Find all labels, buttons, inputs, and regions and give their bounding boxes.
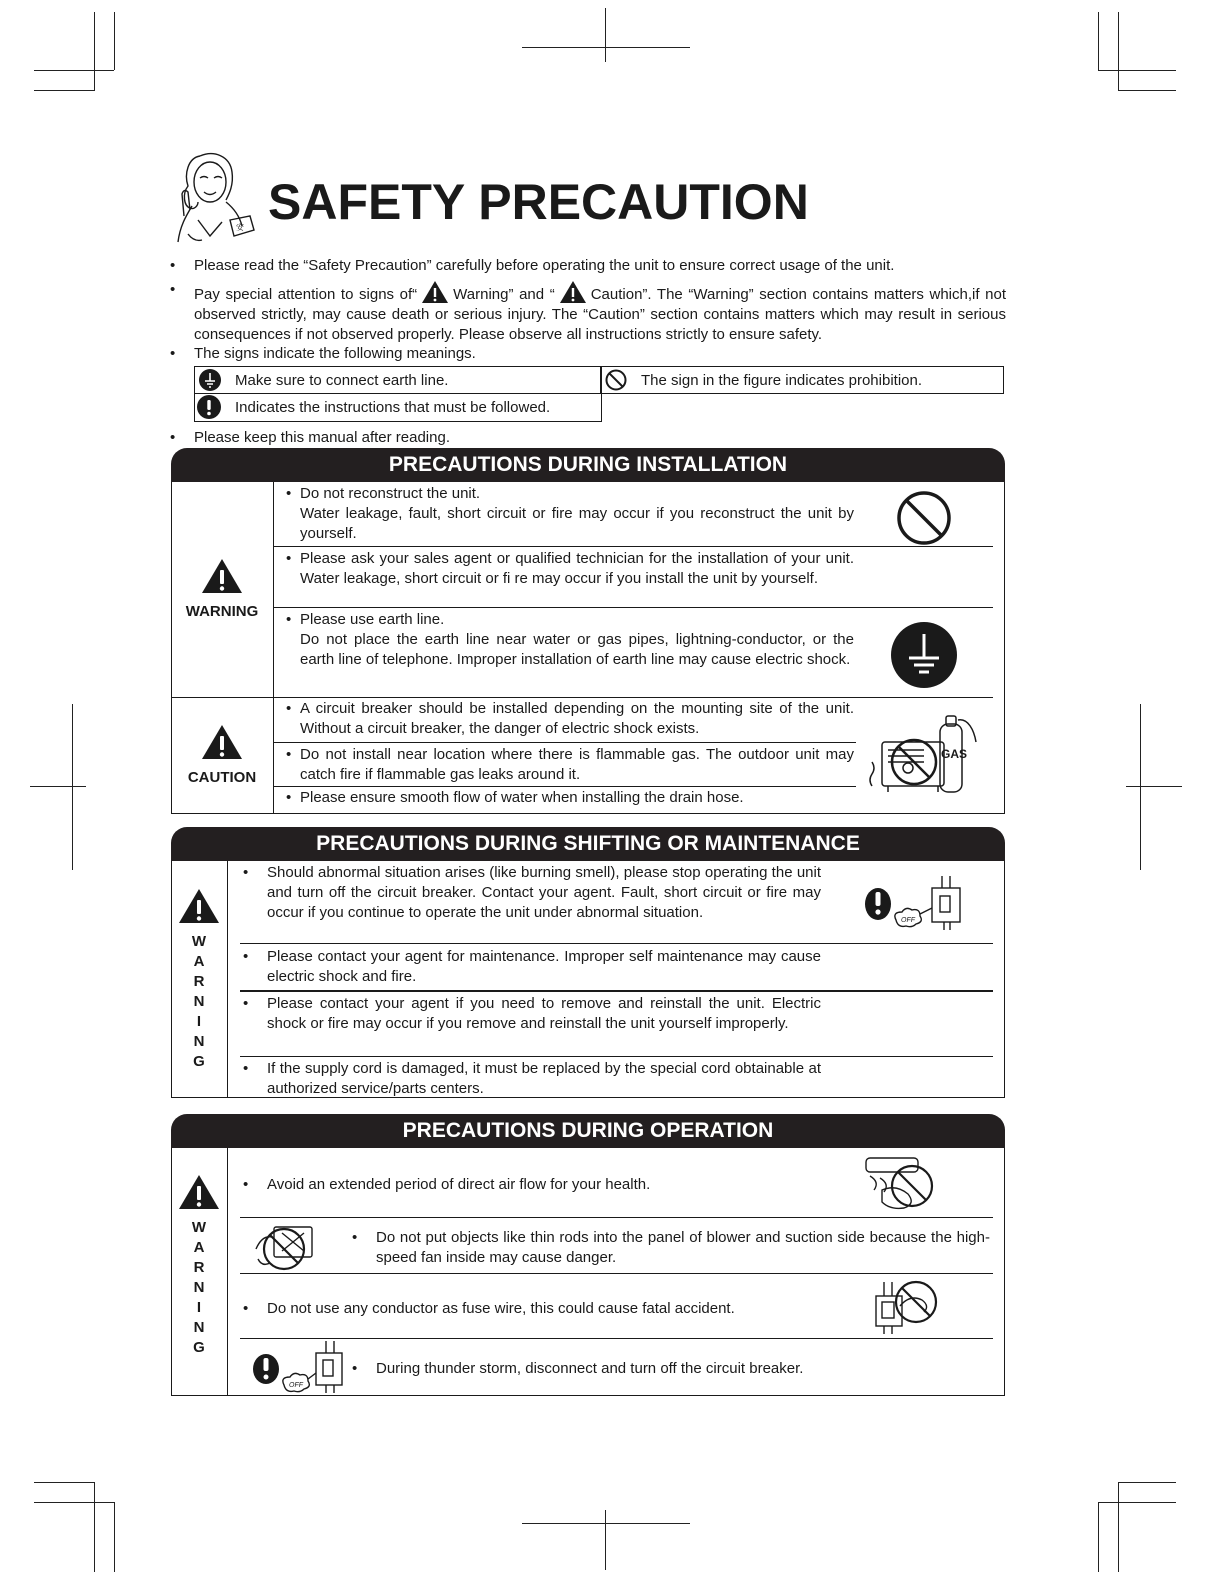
operation-header: PRECAUTIONS DURING OPERATION: [171, 1114, 1005, 1148]
op-item-fuse-wire: • Do not use any conductor as fuse wire, this could cause fatal accident.: [243, 1300, 735, 1317]
shift-item-supply-cord: • If the supply cord is damaged, it must be replaced by the special cord obtainable at authorized service/parts centers.: [243, 1060, 821, 1097]
off-label: OFF: [289, 1382, 303, 1389]
page-title: SAFETY PRECAUTION: [268, 174, 809, 230]
sign-prohibit-row: [600, 366, 1004, 394]
caution-triangle-icon: [559, 280, 587, 304]
prohibition-sign-icon: [896, 490, 952, 546]
warning-triangle-icon: [201, 558, 243, 594]
off-label: OFF: [901, 917, 915, 924]
installation-warning-label: WARNING: [185, 603, 259, 620]
install-item-flammable-gas: • Do not install near location where there is flammable gas. The outdoor unit may catch fire if flammable gas leaks around it.: [286, 746, 854, 783]
breaker-off-illustration: [862, 874, 968, 932]
mandatory-sign-icon: [197, 395, 221, 419]
gas-outdoor-unit-illustration: [868, 712, 982, 804]
caution-triangle-icon: [201, 724, 243, 760]
thunder-breaker-off-illustration: [250, 1341, 350, 1393]
intro-read-note: • Please read the “Safety Precaution” carefully before operating the unit to ensure correct usage of the unit.: [170, 257, 895, 274]
operation-warning-vertical-label: W A R N I N G: [191, 1219, 207, 1356]
install-item-earth-line: • Please use earth line. Do not place the earth line near water or gas pipes, lightning-conductor, or the earth line of telephone. Improper installation of earth line may cause electric shock.: [286, 611, 854, 668]
intro-signs-note: • Pay special attention to signs of“ Warning” and “ Caution”. The “Warning” section contains matters which,if not observed strictly, may cause death or serious injury. The “Caution” section contains matters which may result in serious consequences if not observed properly. Please observe all instructions strictly to ensure safety.: [170, 281, 1006, 343]
shift-item-abnormal: • Should abnormal situation arises (like burning smell), please stop operating the unit and turn off the circuit breaker. Contact your agent. Fault, short circuit or fire may occur if you continue to operate the unit under abnormal situation.: [243, 864, 821, 921]
lady-mascot-illustration: [170, 146, 256, 246]
shifting-warning-vertical-label: W A R N I N G: [191, 933, 207, 1070]
sign-must-text: Indicates the instructions that must be followed.: [235, 398, 551, 416]
installation-caution-label: CAUTION: [187, 769, 257, 786]
svg-text:安: 安: [236, 223, 244, 232]
warning-triangle-icon: [421, 280, 449, 304]
rod-fan-prohibited-illustration: [252, 1219, 320, 1271]
air-flow-prohibited-illustration: [862, 1154, 942, 1212]
install-item-reconstruct: • Do not reconstruct the unit. Water leakage, fault, short circuit or fire may occur if you reconstruct the unit by yourself.: [286, 485, 854, 542]
install-item-circuit-breaker: • A circuit breaker should be installed depending on the mounting site of the unit. Without a circuit breaker, the danger of electric shock exists.: [286, 700, 854, 737]
sign-earth-row: [194, 366, 602, 394]
intro-meanings-note: • The signs indicate the following meanings.: [170, 345, 476, 362]
shift-item-maintenance: • Please contact your agent for maintenance. Improper self maintenance may cause electric shock and fire.: [243, 948, 821, 985]
intro-keep-manual-note: • Please keep this manual after reading.: [170, 429, 450, 446]
fuse-wire-prohibited-illustration: [872, 1278, 944, 1334]
op-item-thunder-storm: • During thunder storm, disconnect and turn off the circuit breaker.: [352, 1360, 804, 1377]
sign-must-row: [194, 393, 602, 422]
warning-triangle-icon: [178, 1174, 220, 1210]
gas-label: GAS: [941, 747, 968, 761]
shift-item-reinstall: • Please contact your agent if you need to remove and reinstall the unit. Electric shock or fire may occur if you remove and reinstall the unit yourself improperly.: [243, 995, 821, 1032]
earth-sign-icon: [891, 622, 957, 688]
earth-sign-icon: [199, 369, 221, 391]
prohibition-sign-icon: [605, 369, 627, 391]
op-item-air-flow: • Avoid an extended period of direct air flow for your health.: [243, 1176, 651, 1193]
shifting-header: PRECAUTIONS DURING SHIFTING OR MAINTENANCE: [171, 827, 1005, 861]
op-item-thin-rods: • Do not put objects like thin rods into the panel of blower and suction side because the high-speed fan inside may cause danger.: [352, 1229, 990, 1266]
sign-earth-text: Make sure to connect earth line.: [235, 371, 449, 389]
installation-header: PRECAUTIONS DURING INSTALLATION: [171, 448, 1005, 482]
sign-prohibit-text: The sign in the figure indicates prohibition.: [641, 371, 923, 389]
install-item-drain-hose: • Please ensure smooth flow of water when installing the drain hose.: [286, 789, 744, 806]
warning-triangle-icon: [178, 888, 220, 924]
install-item-agent: • Please ask your sales agent or qualified technician for the installation of your unit. Water leakage, short circuit or fi re may occur if you install the unit by yourself.: [286, 550, 854, 587]
